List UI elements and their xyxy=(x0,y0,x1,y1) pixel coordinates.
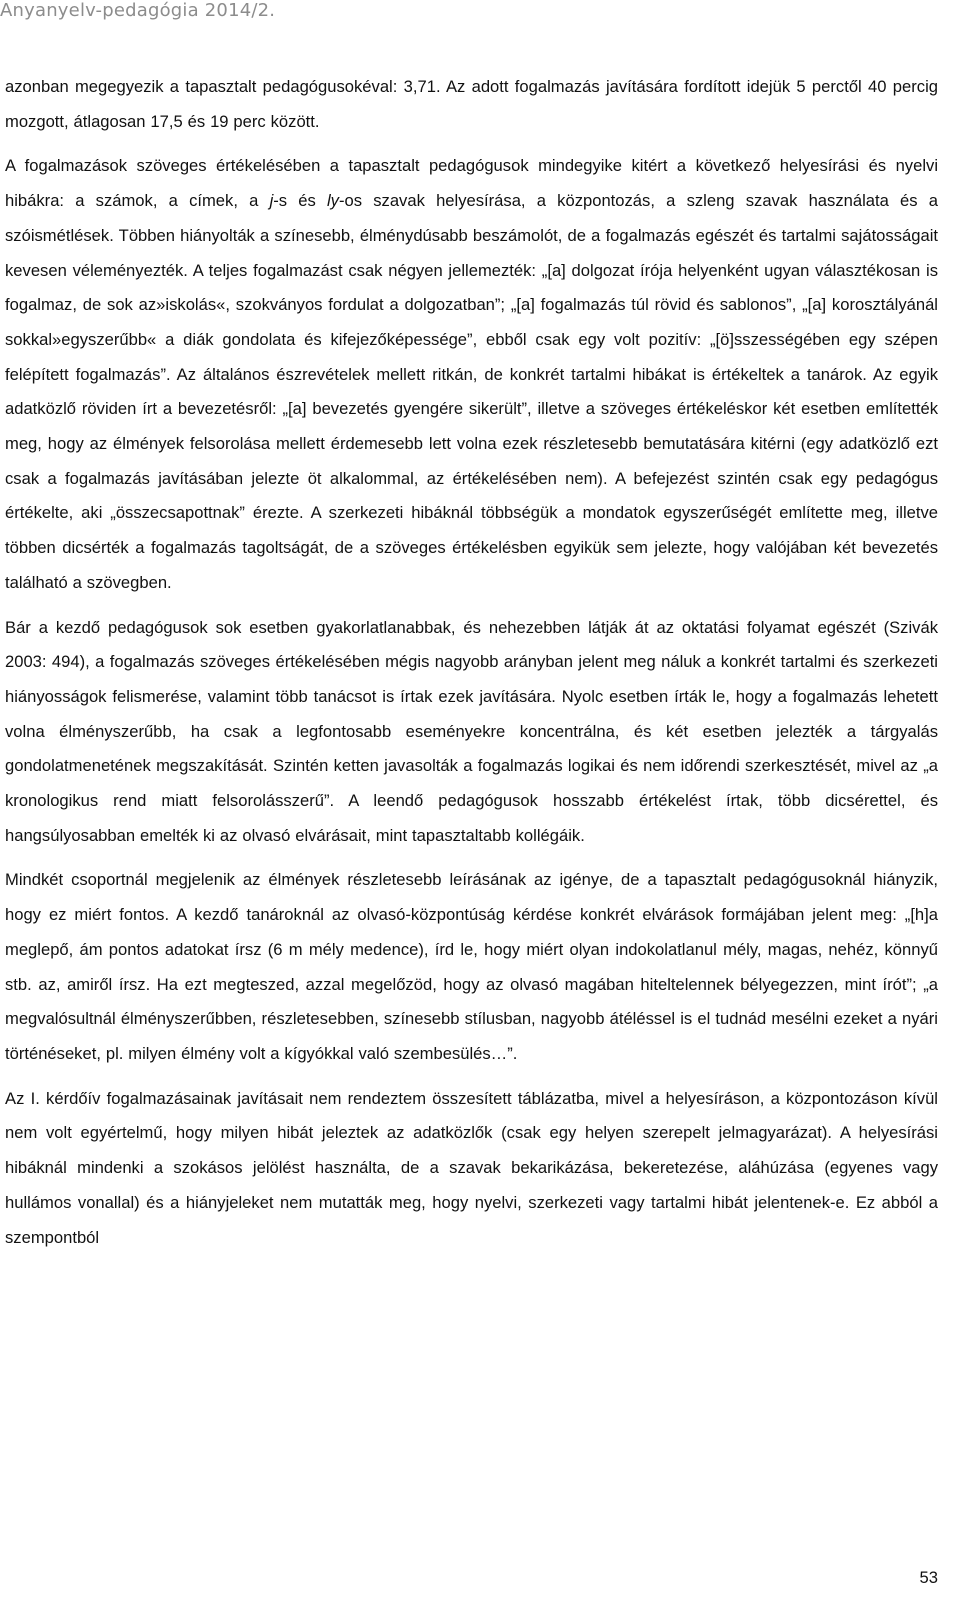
body-paragraph xyxy=(5,70,938,139)
paragraph-text: -s és xyxy=(273,191,327,211)
paragraph-text: Mindkét csoportnál megjelenik az élmények részletesebb leírásának az igénye, de a tapasztalt pedagógusoknál hiányzik, hogy ez miért fontos. A kezdő tanároknál az olvasó-központúság kérdése konkrét elvárások formájában jelent meg: „[h]a meglepő, ám pontos adatokat írsz (6 m mély medence), írd le, hogy miért olyan indokolatlanul mély, magas, nehéz, könnyű stb. az, amiről írsz. Ha ezt megteszed, azzal megelőzöd, hogy az olvasó magában hiteltelennek bélyegezzen, mint írót”; „a megvalósultnál élményszerűbben, részletesebben, színesebb stílusban, nagyobb átéléssel is el tudnád mesélni ezeket a nyári történéseket, pl. milyen élmény volt a kígyókkal való szembesülés…”. xyxy=(5,870,938,1063)
body-paragraph xyxy=(5,863,938,1071)
paragraph-text: A fogalmazások szöveges értékelésében a tapasztalt pedagógusok mindegyike kitért a következő helyesírási és nyelvi hibákra: a számok, a címek, a xyxy=(5,156,938,211)
running-header: Anyanyelv-pedagógia 2014/2. xyxy=(0,0,276,21)
italic-text: j xyxy=(269,191,274,211)
paragraph-text: azonban megegyezik a tapasztalt pedagógusokéval: 3,71. Az adott fogalmazás javítására fordított idejük 5 perctől 40 percig mozgott, átlagosan 17,5 és 19 perc között. xyxy=(5,77,938,131)
paragraph-text: Bár a kezdő pedagógusok sok esetben gyakorlatlanabbak, és nehezebben látják át az oktatási folyamat egészét (Szivák 2003: 494), a fogalmazás szöveges értékelésében mégis nagyobb arányban jelent meg náluk a konkrét tartalmi és szerkezeti hiányosságok felismerése, valamint több tanácsot is írtak ezek javítására. Nyolc esetben írták le, hogy a fogalmazás lehetett volna élményszerűbb, ha csak a legfontosabb eseményekre koncentrálna, és két esetben jelezték a tárgyalás gondolatmenetének megszakítását. Szintén ketten javasolták a fogalmazás logikai és nem időrendi szerkesztését, mivel az „a kronologikus rend miatt felsorolásszerű”. A leendő pedagógusok hosszabb értékelést írtak, több dicsérettel, és hangsúlyosabban emelték ki az olvasó elvárásait, mint tapasztaltabb kollégáik. xyxy=(5,617,938,845)
page-number: 53 xyxy=(919,1568,938,1587)
page-body xyxy=(5,70,938,1255)
body-paragraph xyxy=(5,1082,938,1256)
body-paragraph xyxy=(5,611,938,854)
italic-text: ly xyxy=(327,191,339,211)
body-paragraph xyxy=(5,149,938,600)
paragraph-text: -os szavak helyesírása, a központozás, a szleng szavak használata és a szóismétlések. Többen hiányolták a színesebb, élménydúsabb beszámolót, de a fogalmazás egészét és tartalmi sajátosságait kevesen véleményezték. A teljes fogalmazást csak négyen jellemezték: „[a] dolgozat írója helyenként ugyan választékosan is fogalmaz, de sok az»iskolás«, szokványos fordulat a dolgozatban”; „[a] fogalmazás túl rövid és sablonos”, „[a] korosztályánál sokkal»egyszerűbb« a diák gondolata és kifejezőképessége”, ebből csak egy volt pozitív: „[ö]sszességében egy szépen felépített fogalmazás”. Az általános észrevételek mellett ritkán, de konkrét tartalmi hibákat is értékeltek a tanárok. Az egyik adatközlő röviden írt a bevezetésről: „[a] bevezetés gyengére sikerült”, illetve a szöveges értékeléskor két esetben említették meg, hogy az élmények felsorolása mellett érdemesebb lett volna ezek részletesebb bemutatására kitérni (egy adatközlő ezt csak a fogalmazás javításában jelezte öt alkalommal, az értékelésében nem). A befejezést szintén csak egy pedagógus értékelte, aki „összecsapottnak” érezte. A szerkezeti hibáknál többségük a mondatok egyszerűségét említette meg, illetve többen dicsérték a fogalmazás tagoltságát, de a szöveges értékelésben egyikük sem jelezte, hogy valójában két bevezetés található a szövegben. xyxy=(5,191,938,592)
paragraph-text: Az I. kérdőív fogalmazásainak javításait nem rendeztem összesített táblázatba, mivel a helyesíráson, a központozáson kívül nem volt egyértelmű, hogy milyen hibát jeleztek az adatközlők (csak egy helyen szerepelt jelmagyarázat). A helyesírási hibáknál mindenki a szokásos jelölést használta, de a szavak bekarikázása, bekeretezése, aláhúzása (egyenes vagy hullámos vonallal) és a hiányjeleket nem mutatták meg, hogy nyelvi, szerkezeti vagy tartalmi hibát jelentenek-e. Ez abból a szempontból xyxy=(5,1088,938,1247)
